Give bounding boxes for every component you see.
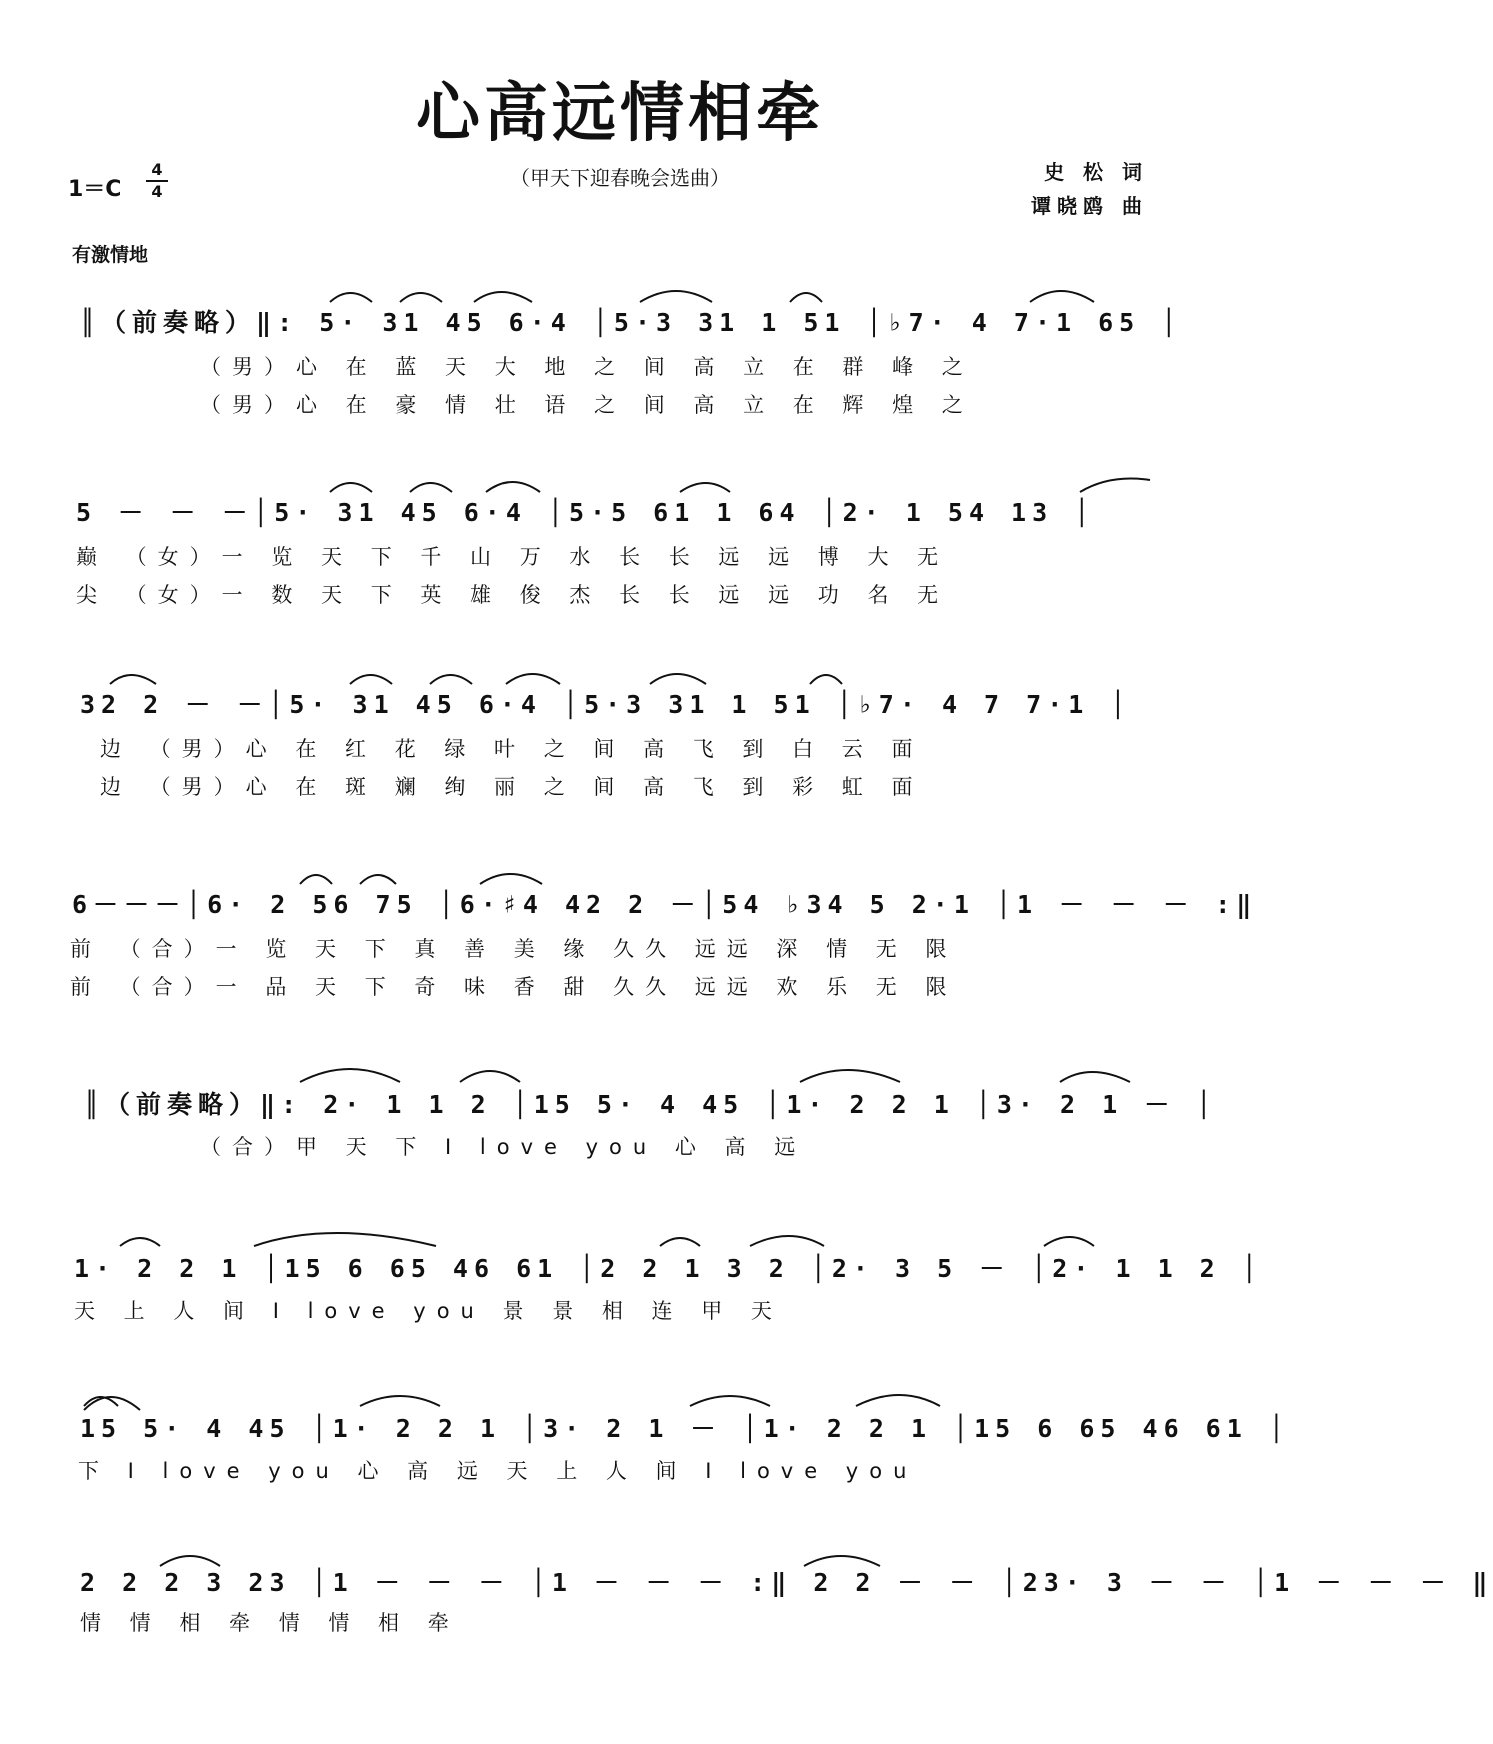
notation-line: 32 2 － －│5· 31 45 6·4 │5·3 31 1 51 │♭7· 4 7 7·1 │ [80, 690, 1132, 719]
notation-line: 15 5· 4 45 │1· 2 2 1 │3· 2 1 － │1· 2 2 1 │15 6 65 46 61 │ [80, 1414, 1290, 1443]
lyric-line: 天 上 人 间 I love you 景 景 相 连 甲 天 [74, 1299, 783, 1323]
composer-credit: 谭晓鸥 曲 [1031, 194, 1148, 218]
notation-line: 2 2 2 3 23 │1 － － － │1 － － － :‖ 2 2 － － │23· 3 － － │1 － － － ‖ [80, 1568, 1493, 1597]
time-signature-top: 4 [146, 160, 168, 182]
time-signature-bottom: 4 [151, 182, 163, 201]
lyricist-credit: 史 松 词 [1044, 160, 1148, 184]
lyric-line: 下 I love you 心 高 远 天 上 人 间 I love you [78, 1459, 918, 1483]
lyric-line: 前 （合）一 览 天 下 真 善 美 缘 久久 远远 深 情 无 限 [70, 937, 958, 961]
lyric-line: 边 （男）心 在 斑 斓 绚 丽 之 间 高 飞 到 彩 虹 面 [100, 775, 924, 799]
key-signature: 1＝C [68, 177, 122, 202]
notation-line: 6－－－│6· 2 56 75 │6·♯4 42 2 －│54 ♭34 5 2·1 │1 － － － :‖ [72, 890, 1258, 919]
lyric-line: （男）心 在 蓝 天 大 地 之 间 高 立 在 群 峰 之 [200, 355, 974, 379]
lyric-line: 尖 （女）一 数 天 下 英 雄 俊 杰 长 长 远 远 功 名 无 [76, 583, 950, 607]
tempo-marking: 有激情地 [72, 244, 149, 266]
lyric-line: （男）心 在 豪 情 壮 语 之 间 高 立 在 辉 煌 之 [200, 393, 974, 417]
lyric-line: 巅 （女）一 览 天 下 千 山 万 水 长 长 远 远 博 大 无 [76, 545, 950, 569]
lyric-line: 边 （男）心 在 红 花 绿 叶 之 间 高 飞 到 白 云 面 [100, 737, 924, 761]
time-signature [146, 160, 168, 202]
lyric-line: 情 情 相 牵 情 情 相 牵 [80, 1611, 460, 1635]
lyric-line: （合）甲 天 下 I love you 心 高 远 [200, 1135, 807, 1159]
notation-line: 1· 2 2 1 │15 6 65 46 61 │2 2 1 3 2 │2· 3 5 － │2· 1 1 2 │ [74, 1254, 1263, 1283]
lyric-line: 前 （合）一 品 天 下 奇 味 香 甜 久久 远远 欢 乐 无 限 [70, 975, 958, 999]
song-subtitle: （甲天下迎春晚会选曲） [510, 166, 730, 190]
notation-line: ║（前奏略）‖: 2· 1 1 2 │15 5· 4 45 │1· 2 2 1 │3· 2 1 － │ [84, 1090, 1218, 1119]
notation-line: 5 － － －│5· 31 45 6·4 │5·5 61 1 64 │2· 1 54 13 │ [76, 498, 1096, 527]
notation-line: ║（前奏略）‖: 5· 31 45 6·4 │5·3 31 1 51 │♭7· 4 7·1 65 │ [80, 308, 1183, 337]
song-title: 心高远情相牵 [416, 76, 824, 151]
